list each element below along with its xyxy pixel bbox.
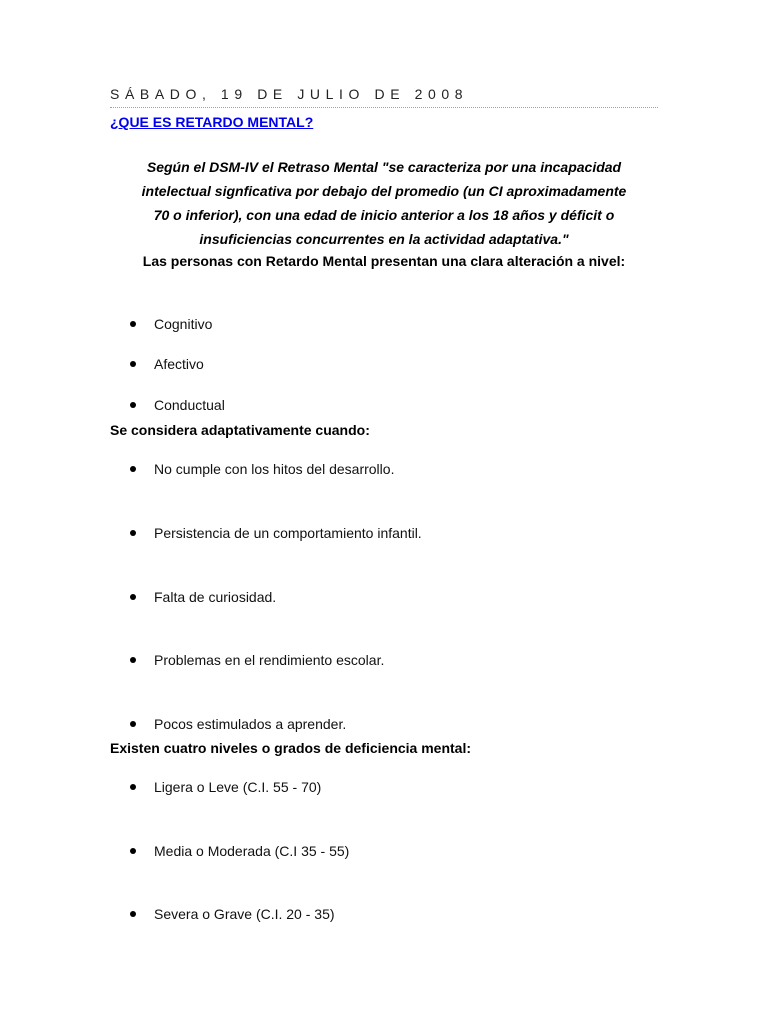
list-item-adaptive: [130, 588, 276, 606]
bullet-icon: [130, 530, 136, 536]
list-item-label: Falta de curiosidad.: [154, 589, 277, 605]
bullet-icon: [130, 594, 136, 600]
list-item-label: Severa o Grave (C.I. 20 - 35): [154, 906, 335, 922]
dsm-quote: [110, 155, 658, 251]
list-item-label: Persistencia de un comportamiento infantil.: [154, 525, 422, 541]
quote-line: intelectual signficativa por debajo del promedio (un CI aproximadamente: [141, 183, 627, 199]
bullet-icon: [130, 784, 136, 790]
bullet-icon: [130, 721, 136, 727]
quote-line: Según el DSM-IV el Retraso Mental "se caracteriza por una incapacidad: [146, 159, 622, 175]
list-item-label: Cognitivo: [154, 316, 213, 332]
adaptive-heading: Se considera adaptativamente cuando:: [110, 422, 370, 438]
list-item-label: No cumple con los hitos del desarrollo.: [154, 461, 395, 477]
list-item-cognitivo: [130, 315, 212, 333]
intro-heading: Las personas con Retardo Mental presentan una clara alteración a nivel:: [142, 253, 626, 269]
bullet-icon: [130, 911, 136, 917]
list-item-adaptive: [130, 715, 346, 733]
list-item-adaptive: [130, 524, 422, 542]
quote-line: insuficiencias concurrentes en la actividad adaptativa.": [199, 231, 569, 247]
bullet-icon: [130, 402, 136, 408]
list-item-label: Media o Moderada (C.I 35 - 55): [154, 843, 350, 859]
bullet-icon: [130, 466, 136, 472]
list-item-afectivo: [130, 355, 204, 373]
list-item-grade: [130, 778, 321, 796]
list-item-adaptive: [130, 651, 384, 669]
bullet-icon: [130, 321, 136, 327]
bullet-icon: [130, 848, 136, 854]
list-item-grade: [130, 842, 349, 860]
post-date: SÁBADO, 19 DE JULIO DE 2008: [110, 85, 658, 108]
list-item-label: Problemas en el rendimiento escolar.: [154, 652, 385, 668]
list-item-label: Pocos estimulados a aprender.: [154, 716, 347, 732]
list-item-adaptive: [130, 460, 394, 478]
list-item-label: Ligera o Leve (C.I. 55 - 70): [154, 779, 322, 795]
bullet-icon: [130, 657, 136, 663]
list-item-conductual: [130, 396, 225, 414]
post-title-link[interactable]: ¿QUE ES RETARDO MENTAL?: [110, 114, 314, 130]
list-item-label: Afectivo: [154, 356, 204, 372]
list-item-grade: [130, 905, 335, 923]
bullet-icon: [130, 361, 136, 367]
grades-heading: Existen cuatro niveles o grados de deficiencia mental:: [110, 740, 472, 756]
quote-line: 70 o inferior), con una edad de inicio anterior a los 18 años y déficit o: [153, 207, 615, 223]
list-item-label: Conductual: [154, 397, 225, 413]
